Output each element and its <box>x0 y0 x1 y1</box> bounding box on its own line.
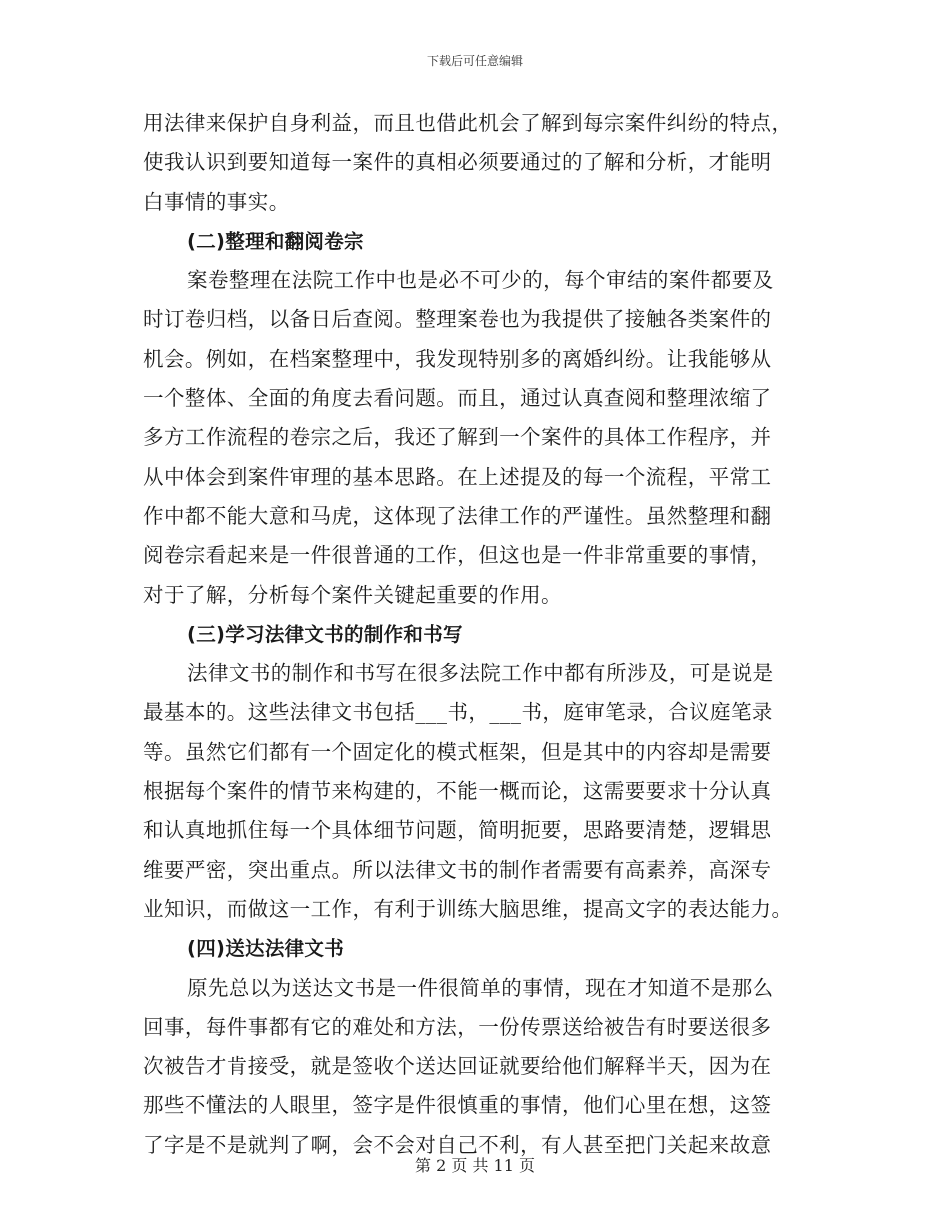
body-line: 时订卷归档，以备日后查阅。整理案卷也为我提供了接触各类案件的 <box>143 307 772 332</box>
body-line: 维要严密，突出重点。所以法律文书的制作者需要有高素养，高深专 <box>143 857 772 882</box>
body-line: 等。虽然它们都有一个固定化的模式框架，但是其中的内容却是需要 <box>143 739 772 764</box>
paragraph-start: 法律文书的制作和书写在很多法院工作中都有所涉及，可是说是 <box>187 661 774 686</box>
body-line: 业知识，而做这一工作，有利于训练大脑思维，提高文字的表达能力。 <box>143 896 793 921</box>
body-line: 白事情的事实。 <box>143 189 290 214</box>
page-header-note: 下载后可任意编辑 <box>426 54 523 68</box>
section-heading-4: (四)送达法律文书 <box>187 937 345 961</box>
body-line: 根据每个案件的情节来构建的，不能一概而论，这需要要求十分认真 <box>143 779 772 804</box>
body-line: 机会。例如，在档案整理中，我发现特别多的离婚纠纷。让我能够从 <box>143 346 772 371</box>
body-line: 阅卷宗看起来是一件很普通的工作，但这也是一件非常重要的事情， <box>143 543 772 568</box>
body-line: 一个整体、全面的角度去看问题。而且，通过认真查阅和整理浓缩了 <box>143 386 772 411</box>
paragraph-start: 原先总以为送达文书是一件很简单的事情，现在才知道不是那么 <box>187 975 774 1000</box>
body-line: 从中体会到案件审理的基本思路。在上述提及的每一个流程，平常工 <box>143 464 772 489</box>
page-number-footer: 第 2 页 共 11 页 <box>415 1156 535 1175</box>
document-body <box>143 104 807 1165</box>
section-heading-2: (二)整理和翻阅卷宗 <box>187 229 364 253</box>
section-heading-3: (三)学习法律文书的制作和书写 <box>187 622 463 646</box>
body-line: 了字是不是就判了啊，会不会对自己不利，有人甚至把门关起来故意 <box>143 1132 772 1157</box>
body-line: 那些不懂法的人眼里，签字是件很慎重的事情，他们心里在想，这签 <box>143 1093 772 1118</box>
body-line: 和认真地抓住每一个具体细节问题，简明扼要，思路要清楚，逻辑思 <box>143 818 772 843</box>
body-line: 最基本的。这些法律文书包括___书，___书，庭审笔录，合议庭笔录 <box>143 700 773 725</box>
paragraph-start: 案卷整理在法院工作中也是必不可少的，每个审结的案件都要及 <box>187 268 774 293</box>
body-line: 多方工作流程的卷宗之后，我还了解到一个案件的具体工作程序，并 <box>143 425 772 450</box>
body-line: 使我认识到要知道每一案件的真相必须要通过的了解和分析，才能明 <box>143 150 772 175</box>
body-line: 作中都不能大意和马虎，这体现了法律工作的严谨性。虽然整理和翻 <box>143 503 772 528</box>
body-line: 用法律来保护自身利益，而且也借此机会了解到每宗案件纠纷的特点， <box>143 111 793 135</box>
body-line: 次被告才肯接受，就是签收个送达回证就要给他们解释半天，因为在 <box>143 1054 772 1079</box>
body-line: 回事，每件事都有它的难处和方法，一份传票送给被告有时要送很多 <box>143 1014 772 1039</box>
body-line: 对于了解，分析每个案件关键起重要的作用。 <box>143 582 562 607</box>
